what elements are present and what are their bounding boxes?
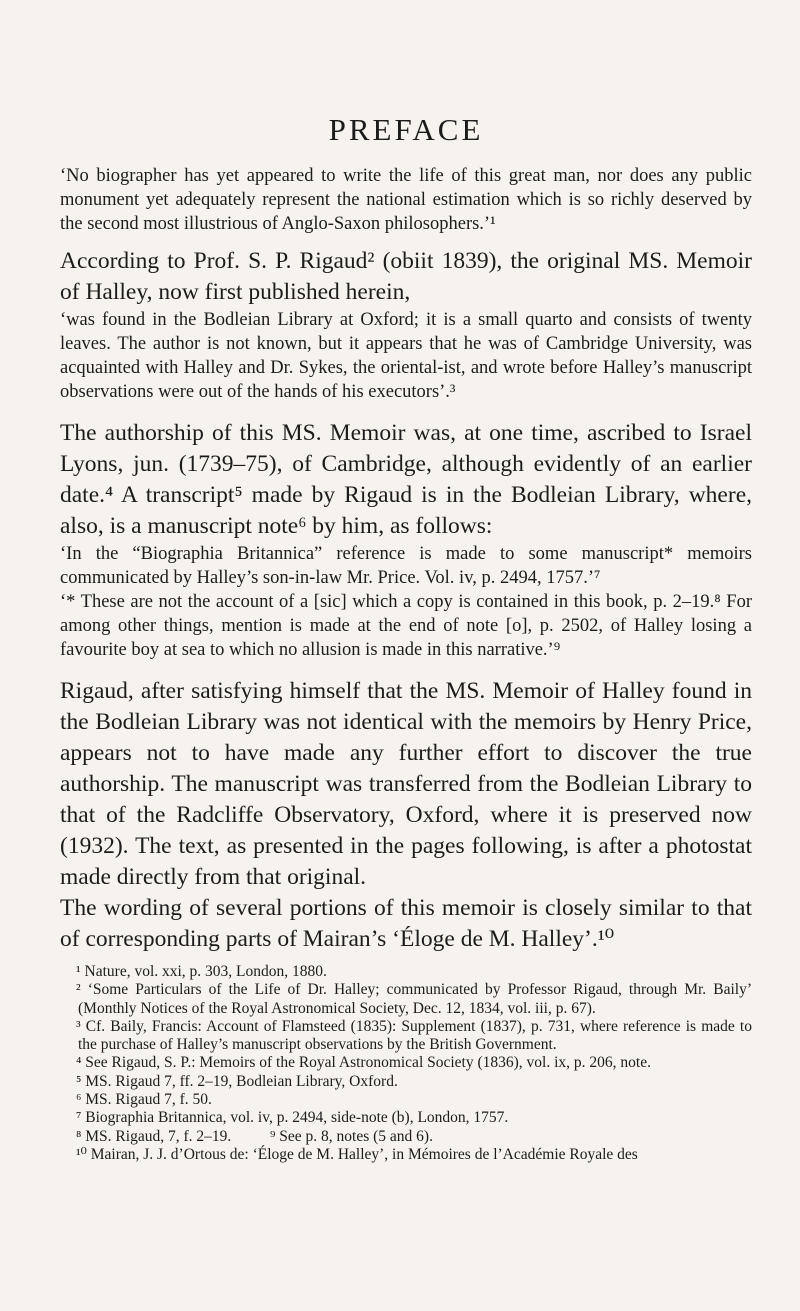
- footnote: ¹⁰ Mairan, J. J. d’Ortous de: ‘Éloge de M. Halley’, in Mémoires de l’Académie Royale des: [76, 1145, 638, 1163]
- footnote: ⁵ MS. Rigaud 7, ff. 2–19, Bodleian Library, Oxford.: [76, 1072, 398, 1090]
- authorship-paragraph: The authorship of this MS. Memoir was, at one time, ascribed to Israel Lyons, jun. (1739–75), of Cambridge, although evidently of an earlier date.⁴ A transcript⁵ made by Rigaud is in the Bodleian Library, where, also, is a manuscript note⁶ by him, as follows:: [60, 420, 752, 539]
- asterisk-note-paragraph: ‘* These are not the account of a [sic] which a copy is contained in this book, p. 2–19.⁸ For among other things, mention is made at the end of note [o], p. 2502, of Halley losing a favourite boy at sea to which no allusion is made in this narrative.’⁹: [60, 592, 752, 660]
- biographia-quote-paragraph: ‘In the “Biographia Britannica” reference is made to some manuscript* memoirs communicated by Halley’s son-in-law Mr. Price. Vol. iv, p. 2494, 1757.’⁷: [60, 544, 752, 588]
- footnote: ³ Cf. Baily, Francis: Account of Flamsteed (1835): Supplement (1837), p. 731, where reference is made to the purchase of Halley’s manuscript observations by the British Government.: [76, 1017, 752, 1054]
- bodleian-quote-paragraph: ‘was found in the Bodleian Library at Oxford; it is a small quarto and consists of twenty leaves. The author is not known, but it appears that he was of Cambridge University, was acquainted with Halley and Dr. Sykes, the oriental-ist, and wrote before Halley’s manuscript observations were out of the hands of his executors’.³: [60, 310, 752, 402]
- transfer-paragraph: Rigaud, after satisfying himself that the MS. Memoir of Halley found in the Bodleian Library was not identical with the memoirs by Henry Price, appears not to have made any further effort to discover the true authorship. The manuscript was transferred from the Bodleian Library to that of the Radcliffe Observatory, Oxford, where it is preserved now (1932). The text, as presented in the pages following, is after a photostat made directly from that original.: [60, 678, 752, 890]
- mairan-paragraph: The wording of several portions of this memoir is closely similar to that of corresponding parts of Mairan’s ‘Éloge de M. Halley’.¹⁰: [60, 895, 752, 952]
- footnote: ⁶ MS. Rigaud 7, f. 50.: [76, 1091, 212, 1109]
- opening-quote-paragraph: ‘No biographer has yet appeared to write the life of this great man, nor does any public monument yet adequately represent the national estimation which is so richly deserved by the second most illustrious of Anglo-Saxon philosophers.’¹: [60, 166, 752, 234]
- footnote: ⁴ See Rigaud, S. P.: Memoirs of the Royal Astronomical Society (1836), vol. ix, p. 206, note.: [76, 1054, 651, 1072]
- footnote: ² ‘Some Particulars of the Life of Dr. Halley; communicated by Professor Rigaud, through Mr. Baily’ (Monthly Notices of the Royal Astronomical Society, Dec. 12, 1834, vol. iii, p. 67).: [76, 981, 752, 1017]
- page-title: PREFACE: [328, 112, 484, 147]
- footnote: ¹ Nature, vol. xxi, p. 303, London, 1880.: [76, 963, 327, 980]
- page: [60, 112, 752, 1164]
- rigaud-intro-paragraph: According to Prof. S. P. Rigaud² (obiit 1839), the original MS. Memoir of Halley, now first published herein,: [60, 248, 752, 305]
- footnotes: [60, 963, 752, 1164]
- footnote: ⁸ MS. Rigaud, 7, f. 2–19. ⁹ See p. 8, notes (5 and 6).: [76, 1127, 433, 1145]
- footnote: ⁷ Biographia Britannica, vol. iv, p. 2494, side-note (b), London, 1757.: [76, 1109, 509, 1127]
